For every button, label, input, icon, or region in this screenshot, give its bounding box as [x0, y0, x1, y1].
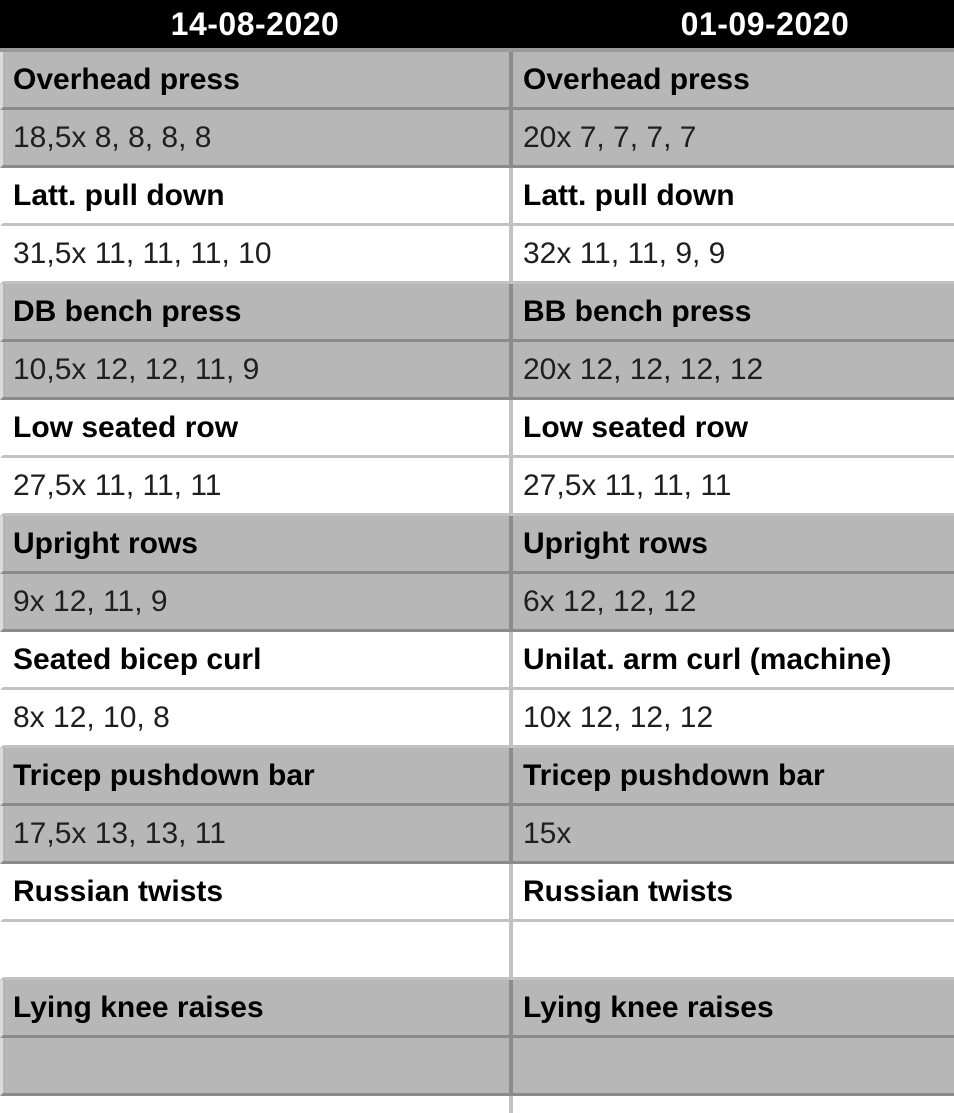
exercise-name-row — [0, 168, 954, 226]
empty-cell[interactable] — [3, 1096, 513, 1113]
sets-cell[interactable] — [3, 1038, 513, 1093]
exercise-name-row — [0, 864, 954, 922]
exercise-name-row — [0, 284, 954, 342]
exercise-name-cell[interactable]: Latt. pull down — [3, 168, 513, 223]
exercise-name-cell[interactable]: Low seated row — [3, 400, 513, 455]
sets-cell[interactable]: 8x 12, 10, 8 — [3, 690, 513, 745]
exercise-name-row — [0, 52, 954, 110]
sets-row — [0, 226, 954, 284]
sets-row — [0, 342, 954, 400]
exercise-name-cell[interactable]: Upright rows — [3, 516, 513, 571]
exercise-name-cell[interactable]: Seated bicep curl — [3, 632, 513, 687]
exercise-name-cell[interactable]: DB bench press — [3, 284, 513, 339]
sets-cell[interactable]: 10x 12, 12, 12 — [523, 700, 714, 734]
sets-row — [0, 110, 954, 168]
exercise-name-row — [0, 632, 954, 690]
sets-cell[interactable] — [513, 922, 954, 977]
exercise-name-cell[interactable]: Overhead press — [523, 62, 750, 96]
sets-cell[interactable]: 20x 7, 7, 7, 7 — [523, 120, 697, 154]
sets-cell[interactable]: 32x 11, 11, 9, 9 — [523, 236, 726, 270]
sets-row — [0, 806, 954, 864]
header-row — [0, 0, 954, 52]
sets-cell[interactable]: 9x 12, 11, 9 — [3, 574, 513, 629]
exercise-name-cell[interactable]: Russian twists — [3, 864, 513, 919]
sets-row — [0, 458, 954, 516]
sets-row — [0, 1038, 954, 1096]
exercise-name-cell[interactable]: BB bench press — [523, 294, 752, 328]
empty-cell[interactable] — [513, 1096, 954, 1113]
exercise-name-row — [0, 400, 954, 458]
exercise-name-cell[interactable]: Low seated row — [523, 410, 749, 444]
sets-cell[interactable]: 31,5x 11, 11, 11, 10 — [3, 226, 513, 281]
sets-cell[interactable]: 20x 12, 12, 12, 12 — [523, 352, 764, 386]
exercise-name-cell[interactable]: Upright rows — [523, 526, 708, 560]
sets-cell[interactable]: 18,5x 8, 8, 8, 8 — [3, 110, 513, 165]
exercise-name-row — [0, 748, 954, 806]
exercise-name-cell[interactable]: Overhead press — [3, 52, 513, 107]
exercise-name-cell[interactable]: Tricep pushdown bar — [523, 758, 825, 792]
exercise-name-cell[interactable]: Lying knee raises — [3, 980, 513, 1035]
sets-row — [0, 922, 954, 980]
exercise-name-cell[interactable]: Unilat. arm curl (machine) — [523, 642, 892, 676]
date-header-left[interactable]: 14-08-2020 — [170, 5, 340, 42]
partial-row — [0, 1096, 954, 1113]
sets-cell[interactable]: 10,5x 12, 12, 11, 9 — [3, 342, 513, 397]
sets-cell[interactable]: 6x 12, 12, 12 — [523, 584, 697, 618]
sets-row — [0, 690, 954, 748]
exercise-name-cell[interactable]: Tricep pushdown bar — [3, 748, 513, 803]
sets-cell[interactable]: 27,5x 11, 11, 11 — [523, 468, 732, 502]
sets-cell[interactable]: 17,5x 13, 13, 11 — [3, 806, 513, 861]
sets-cell[interactable]: 15x — [523, 816, 572, 850]
sets-cell[interactable]: 27,5x 11, 11, 11 — [3, 458, 513, 513]
exercise-name-row — [0, 516, 954, 574]
sets-cell[interactable] — [3, 922, 513, 977]
exercise-name-cell[interactable]: Latt. pull down — [523, 178, 735, 212]
exercise-name-cell[interactable]: Russian twists — [523, 874, 734, 908]
date-header-right[interactable]: 01-09-2020 — [680, 5, 850, 42]
sets-cell[interactable] — [513, 1038, 954, 1093]
exercise-name-row — [0, 980, 954, 1038]
sets-row — [0, 574, 954, 632]
exercise-name-cell[interactable]: Lying knee raises — [523, 990, 774, 1024]
